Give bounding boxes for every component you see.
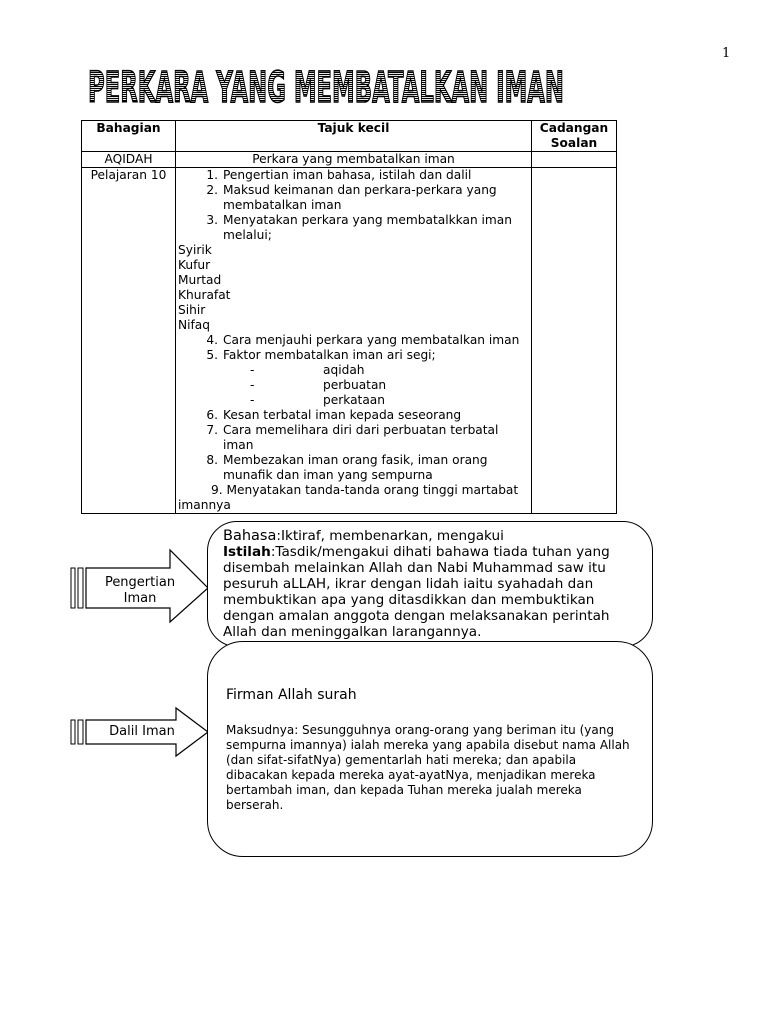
header-tajuk-kecil: Tajuk kecil (176, 121, 532, 152)
dalil-body: Maksudnya: Sesungguhnya orang-orang yang beriman itu (yang sempurna imannya) ialah mereka yang apabila disebut nama Allah (dan sifat-sifatNya) gementarlah hati mereka; dan apabila dibacakan kepada mereka ayat-ayatNya, menjadikan mereka bertambah iman, dan kepada Tuhan mereka jualah mereka berserah. (226, 723, 630, 812)
bahasa-text: :Iktiraf, membenarkan, mengakui (276, 528, 504, 544)
cell-tajuk-list (176, 168, 532, 514)
list-item: Nifaq (178, 318, 210, 332)
page-number: 1 (722, 46, 731, 61)
cell-tajuk: Perkara yang membatalkan iman (176, 152, 532, 168)
pengertian-iman-label: Pengertian Iman (104, 575, 176, 606)
list-item: - perkataan (250, 393, 385, 407)
syllabus-table (81, 120, 617, 514)
list-item: 1. Pengertian iman bahasa, istilah dan dalil (206, 168, 472, 182)
list-item: Kufur (178, 258, 211, 272)
list-item: 2. Maksud keimanan dan perkara-perkara yang membatalkan iman (206, 183, 497, 212)
cell-cadangan (532, 152, 617, 168)
list-item: 9. Menyatakan tanda-tanda orang tinggi martabat imannya (178, 483, 519, 512)
table-row (82, 168, 617, 514)
dalil-iman-label: Dalil Iman (109, 724, 175, 739)
list-item: 5. Faktor membatalkan iman ari segi; (206, 348, 436, 362)
page-title (86, 58, 576, 110)
svg-text:PERKARA YANG MEMBATALKAN IMAN: PERKARA YANG MEMBATALKAN IMAN (88, 63, 564, 110)
list-item: 8. Membezakan iman orang fasik, iman orang munafik dan iman yang sempurna (206, 453, 488, 482)
cell-cadangan (532, 168, 617, 514)
list-item: Sihir (178, 303, 206, 317)
pengertian-box (207, 521, 653, 647)
cell-bahagian: AQIDAH (82, 152, 176, 168)
table-header-row (82, 121, 617, 152)
list-item: 4. Cara menjauhi perkara yang membatalkan iman (206, 333, 520, 347)
list-item: 7. Cara memelihara diri dari perbuatan terbatal iman (206, 423, 499, 452)
dalil-box (207, 641, 653, 857)
list-item: - aqidah (250, 363, 365, 377)
list-item: Syirik (178, 243, 212, 257)
list-item: Murtad (178, 273, 222, 287)
cell-bahagian: Pelajaran 10 (82, 168, 176, 514)
list-item: 6. Kesan terbatal iman kepada seseorang (206, 408, 462, 422)
header-bahagian: Bahagian (82, 121, 176, 152)
table-row (82, 152, 617, 168)
list-item: 3. Menyatakan perkara yang membatalkkan iman melalui; (206, 213, 513, 242)
dalil-heading: Firman Allah surah (226, 687, 357, 703)
header-cadangan-soalan: Cadangan Soalan (532, 121, 617, 152)
istilah-label: Istilah (223, 544, 271, 560)
bahasa-label: Bahasa (223, 528, 277, 544)
list-item: - perbuatan (250, 378, 387, 392)
list-item: Khurafat (178, 288, 231, 302)
istilah-text: :Tasdik/mengakui dihati bahawa tiada tuhan yang disembah melainkan Allah dan Nabi Muhammad saw itu pesuruh aLLAH, ikrar dengan lidah iaitu syahadah dan membuktikan apa yang ditasdikkan dan membuktikan dengan amalan anggota dengan melaksanakan perintah Allah dan meninggalkan larangannya. (223, 544, 610, 640)
